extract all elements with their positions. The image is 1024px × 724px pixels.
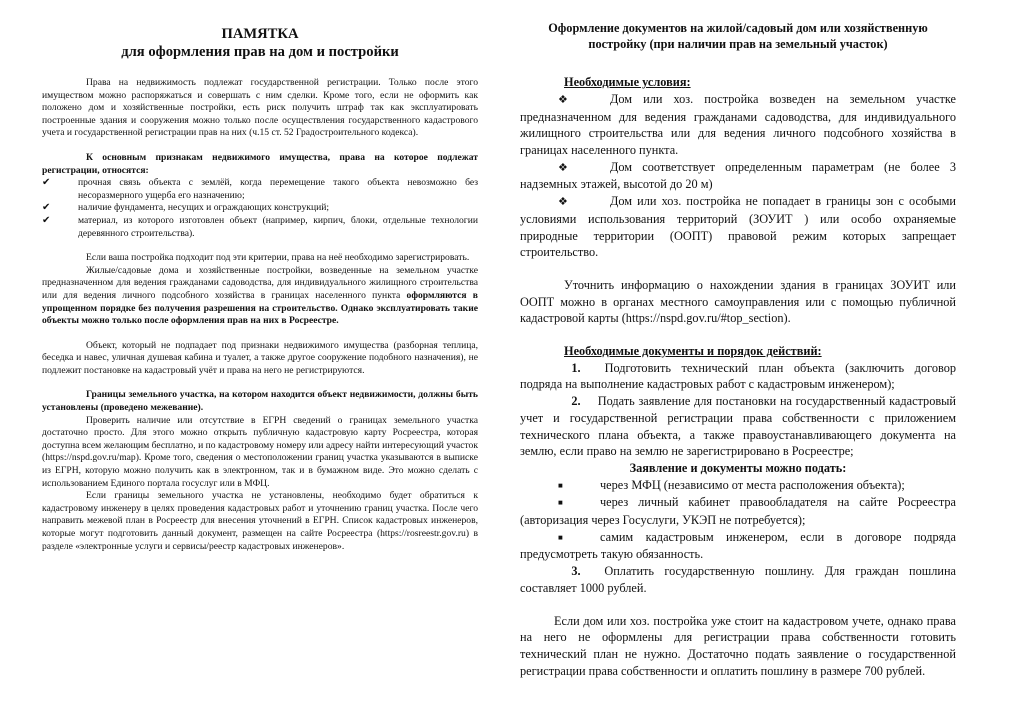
submit-option: [520, 529, 956, 563]
final-paragraph: Если дом или хоз. постройка уже стоит на кадастровом учете, однако права на него не оформлены для регистрации права собственности готовить технический план не нужно. Достаточно подать заявление о государственной регистрации права собственности и оплатить пошлину в размере 700 рублей.: [520, 613, 956, 678]
diamond-bullet-icon: ❖: [558, 93, 568, 106]
memo-title: ПАМЯТКА: [221, 26, 299, 42]
sign-text: материал, из которого изготовлен объект (например, кирпич, блоки, отдельные технологии деревянного строительства).: [78, 214, 478, 239]
step-item: [520, 360, 956, 393]
left-column: [42, 0, 478, 553]
step-text: Подготовить технический план объекта (заключить договор подряда на выполнение кадастровых работ с кадастровым инженером);: [520, 360, 956, 392]
step-item: [520, 393, 956, 460]
step-text: Подать заявление для постановки на государственный кадастровый учет и государственной регистрации права собственности с приложением технического плана объекта, а также правоустанавливающего документа на землю, если право на землю не зарегистрировано в Росреестре;: [520, 394, 957, 459]
square-bullet-icon: ■: [558, 498, 563, 508]
sign-text: наличие фундамента, несущих и ограждающих конструкций;: [78, 202, 330, 214]
condition-text: Дом или хоз. постройка не попадает в границы зон с особыми условиями использования территорий (ЗОУИТ ) или особо охраняемые природные территории (ООПТ) правовой режим которых запрещает строительство.: [520, 194, 956, 260]
sign-item: [42, 202, 478, 215]
not-real-estate-paragraph: Объект, который не подпадает под признаки недвижимого имущества (разборная теплица, беседка и навес, уличная душевая кабина и туалет, а также другое сооружение подобного назначения), не подлежит постановке на кадастровый учёт и права на него не регистрируются.: [42, 339, 478, 376]
spacer: [42, 328, 478, 340]
diamond-bullet-icon: ❖: [558, 196, 568, 209]
submit-option-text: через МФЦ (независимо от места расположения объекта);: [600, 477, 905, 492]
sign-text: прочная связь объекта с землёй, когда перемещение такого объекта невозможно без несоразмерного ущерба его назначению;: [78, 177, 478, 201]
intro-paragraph: Права на недвижимость подлежат государственной регистрации. Только после этого имуществом можно распоряжаться и совершать с ним сделки. Кроме того, если не оформить как положено дом и хозяйственные постройки, есть риск получить штраф так как эксплуатировать построенные здания и сооружения можно только после осуществления государственного кадастрового учета и государственной регистрации прав на них (ч.15 ст. 52 Градостроительного кодекса).: [42, 77, 478, 139]
sign-item: [42, 177, 478, 202]
check-icon: ✔: [42, 177, 51, 189]
simplified-text: Жилые/садовые дома и хозяйственные постройки, возведенные на земельном участке предназначенном для ведения гражданами садоводства, для индивидуального жилищного строительства или для ведения личного подсобного хозяйства в границах населенного пункта: [42, 264, 478, 301]
clarify-paragraph: Уточнить информацию о нахождении здания в границах ЗОУИТ или ООПТ можно в органах местного самоуправления или с помощью публичной кадастровой карты (https://nspd.gov.ru/#top_section).: [520, 277, 956, 326]
diamond-bullet-icon: ❖: [558, 161, 568, 174]
condition-text: Дом или хоз. постройка возведен на земельном участке предназначенном для ведения гражданами садоводства, для индивидуального жилищного строительства или для ведения личного подсобного хозяйства в границах населенного пункта.: [520, 91, 956, 157]
spacer: [520, 597, 956, 613]
check-icon: ✔: [42, 202, 51, 214]
submit-heading: Заявление и документы можно подать:: [629, 460, 847, 475]
signs-heading: К основным признакам недвижимого имущества, права на которое подлежат регистрации, относятся:: [42, 151, 478, 176]
memo-subtitle: для оформления прав на дом и постройки: [121, 44, 399, 60]
step-number: 3.: [571, 564, 581, 579]
condition-item: [520, 91, 956, 159]
check-icon: ✔: [42, 214, 51, 226]
simplified-bold-text: оформляются в упрощенном порядке без получения разрешения на строительство. Однако эксплуатировать такие объекты можно только после оформления прав на них в Росреестре.: [42, 289, 478, 327]
spacer: [42, 140, 478, 152]
square-bullet-icon: ■: [558, 480, 563, 490]
square-bullet-icon: ■: [558, 532, 563, 542]
criteria-paragraph: Если ваша постройка подходит под эти критерии, права на неё необходимо зарегистрировать.: [86, 252, 470, 264]
borders-paragraph-2: Если границы земельного участка не установлены, необходимо будет обратиться к кадастровому инженеру в целях проведения кадастровых работ и уточнению границ участка. После чего направить межевой план в Росреестр для внесения уточнений в ЕГРН. Список кадастровых инженеров, которые могут подготовить данный документ, размещен на сайте Росреестра (https://rosreestr.gov.ru) в разделе «электронные услуги и сервисы/реестр кадастровых инженеров».: [42, 490, 478, 552]
right-title: Оформление документов на жилой/садовый дом или хозяйственную постройку (при наличии прав на земельный участок): [548, 21, 928, 51]
spacer: [42, 240, 478, 252]
condition-item: [520, 193, 956, 261]
borders-heading: Границы земельного участка, на котором находится объект недвижимости, должны быть установлены (проведено межевание).: [42, 389, 478, 414]
spacer: [42, 377, 478, 389]
submit-option: [520, 494, 956, 528]
condition-text: Дом соответствует определенным параметрам (не более 3 надземных этажей, высотой до 20 м): [520, 159, 956, 192]
sign-item: [42, 215, 478, 240]
submit-option: [520, 477, 956, 495]
step-item: [520, 563, 956, 596]
submit-option-text: самим кадастровым инженером, если в договоре подряда предусмотреть такую обязанность.: [520, 529, 956, 562]
conditions-heading: Необходимые условия:: [564, 75, 691, 90]
submit-option-text: через личный кабинет правообладателя на сайте Росреестра (авторизация через Госуслуги, УКЭП не потребуется);: [520, 495, 956, 528]
step-text: Оплатить государственную пошлину. Для граждан пошлина составляет 1000 рублей.: [520, 564, 956, 595]
right-column: [520, 0, 956, 679]
spacer: [520, 261, 956, 277]
simplified-paragraph: [42, 265, 478, 328]
step-number: 1.: [571, 360, 581, 375]
borders-paragraph: Проверить наличие или отсутствие в ЕГРН сведений о границах земельного участка достаточно просто. Для этого можно открыть публичную кадастровую карту Росреестра, которая доступна всем желающим бесплатно, и по кадастровому номеру или адресу найти интересующий участок (https://nspd.gov.ru/map). Кроме того, сведения о местоположении границ участка указываются в выписке из ЕГРН, которую можно получить как в электронном, так и в бумажном виде. Это можно сделать с использованием Единого портала госуслуг или в МФЦ.: [42, 414, 478, 489]
docs-heading: Необходимые документы и порядок действий:: [564, 344, 822, 359]
spacer: [520, 327, 956, 343]
step-number: 2.: [571, 394, 581, 409]
condition-item: [520, 159, 956, 193]
